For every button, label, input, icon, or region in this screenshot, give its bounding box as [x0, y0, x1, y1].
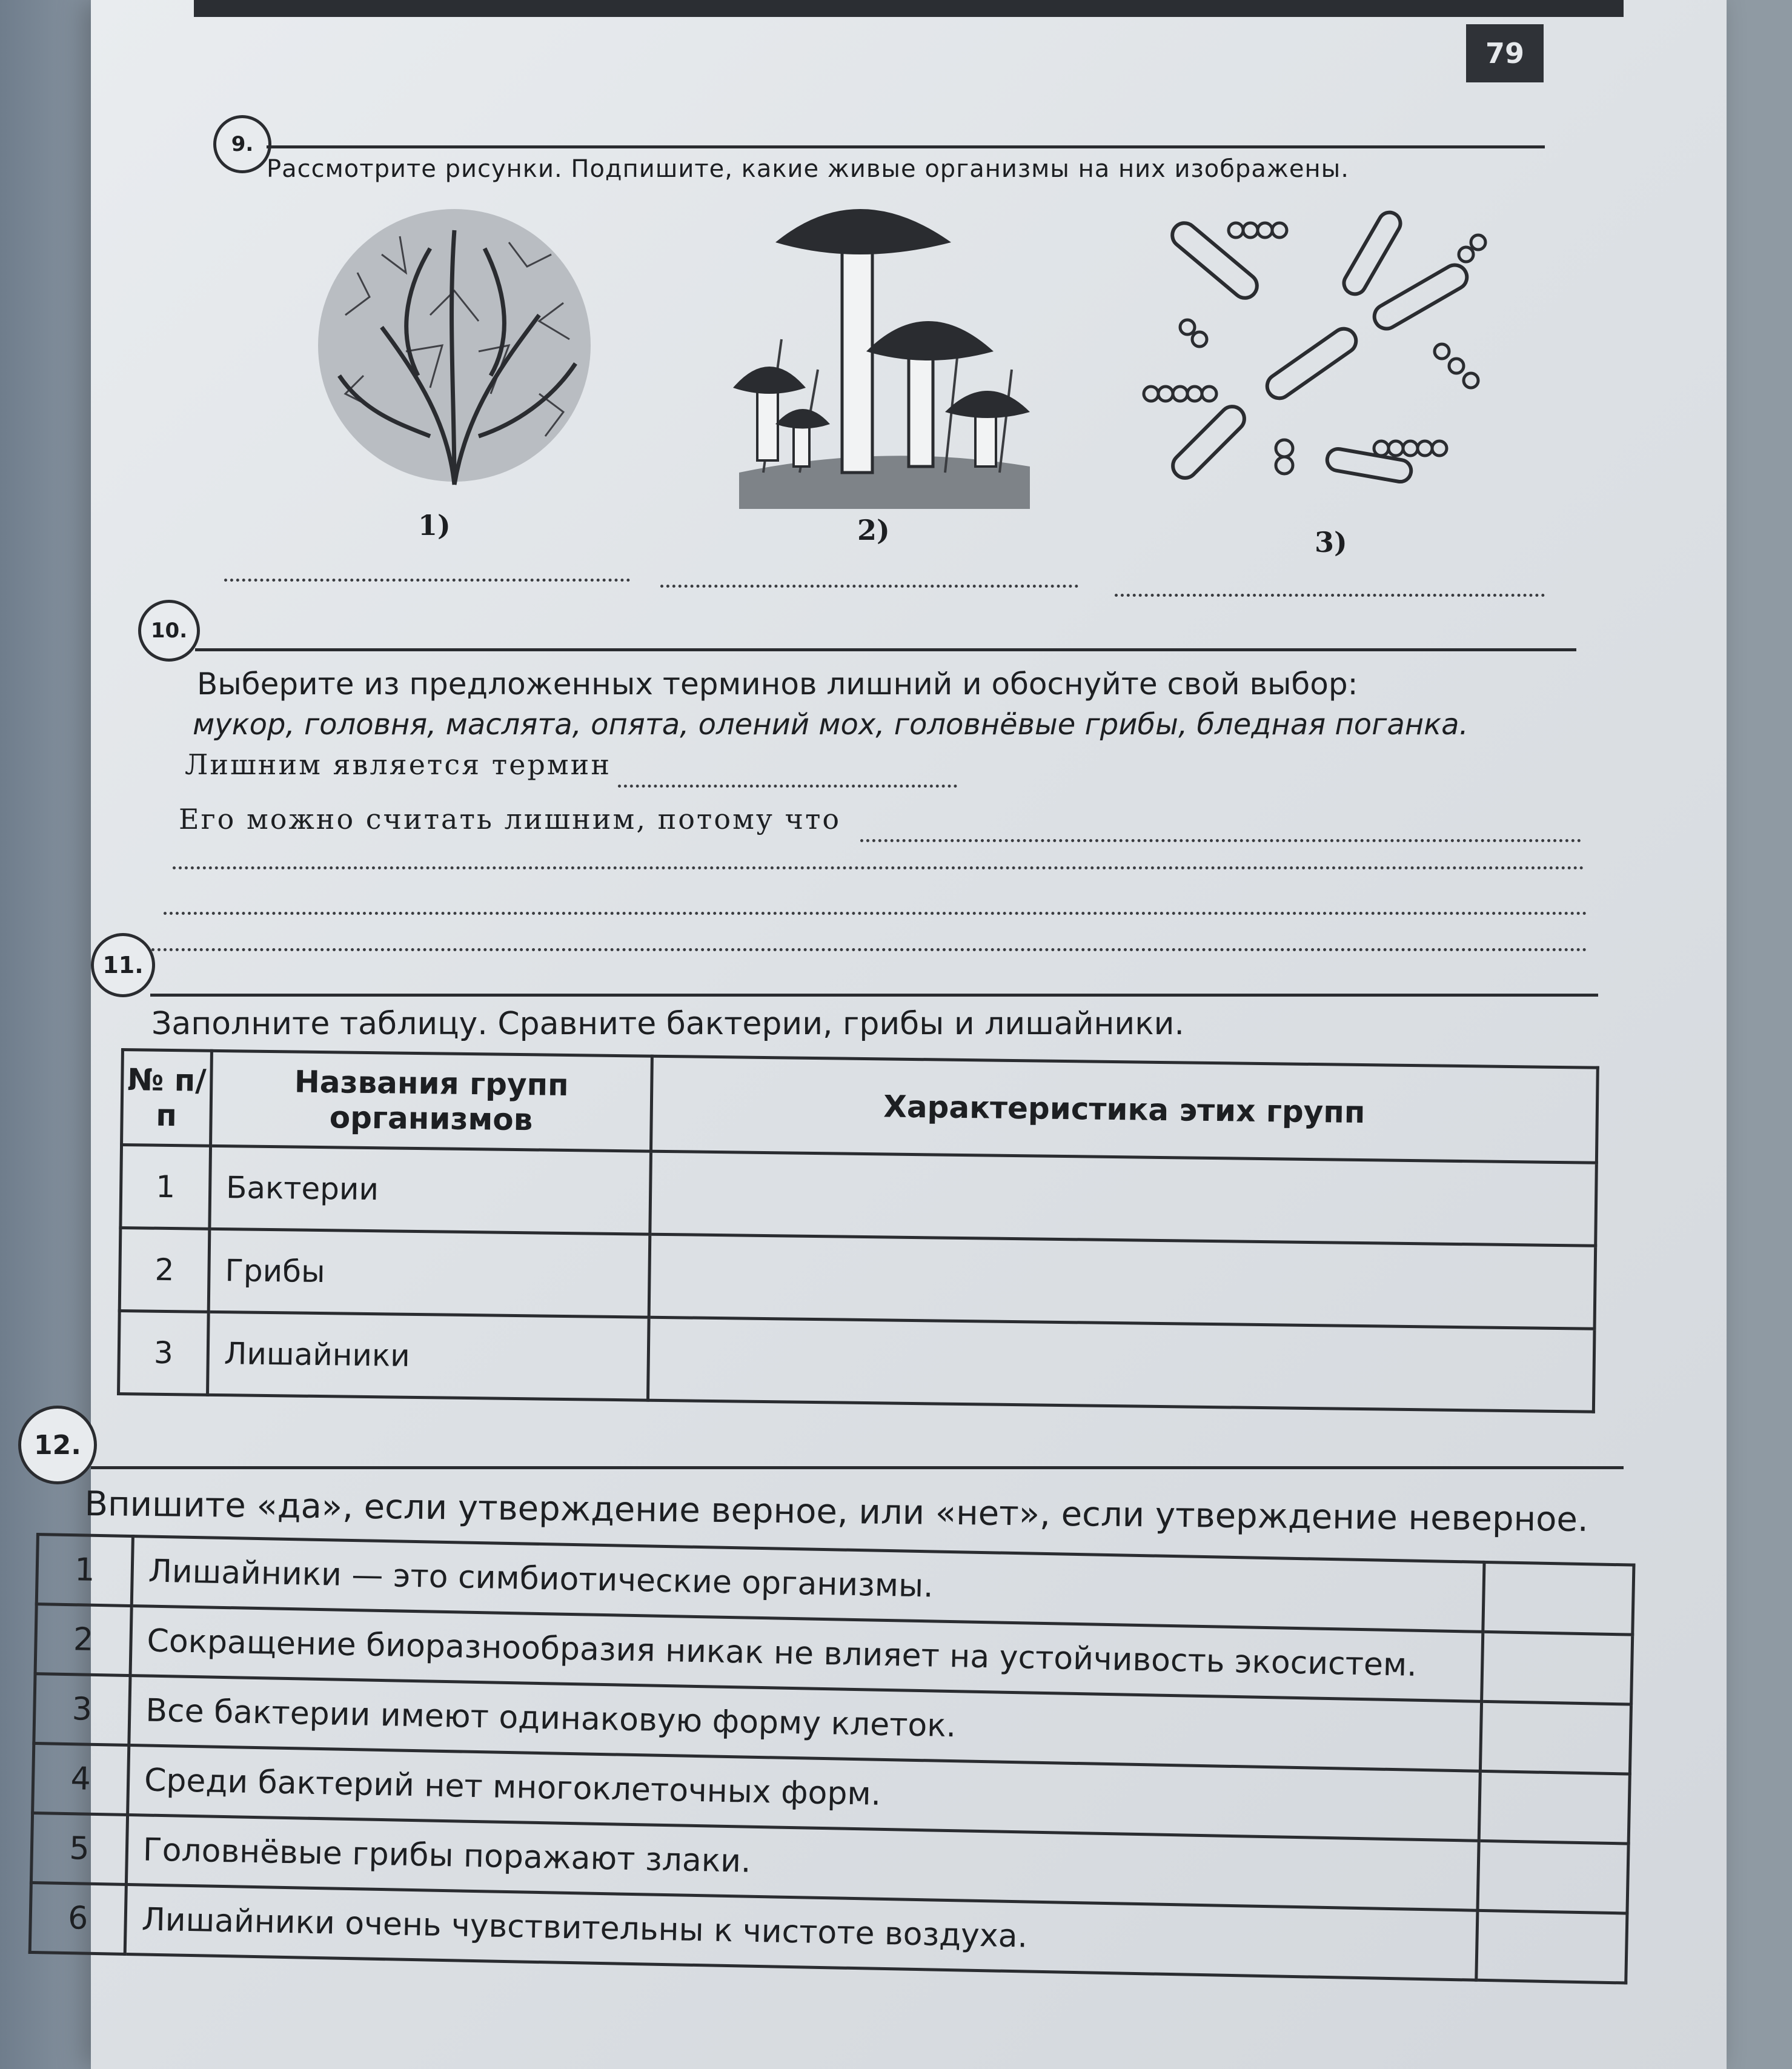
statement-number: 5 [31, 1813, 127, 1884]
answer9-line2[interactable] [660, 585, 1078, 588]
answer-cell[interactable] [1479, 1771, 1630, 1844]
reason-answer-line1[interactable] [860, 839, 1581, 842]
characteristic-cell[interactable] [649, 1234, 1596, 1329]
statement-number: 3 [34, 1674, 130, 1745]
bacteria-illustration [1127, 194, 1502, 503]
task12-number: 12. [18, 1406, 97, 1484]
row-number: 1 [121, 1145, 211, 1229]
task11-rule [150, 994, 1598, 997]
table-row [119, 1310, 1595, 1412]
task10-number: 10. [138, 600, 200, 662]
statement-number: 2 [35, 1604, 131, 1676]
statement-text: Лишайники очень чувствительны к чистоте воздуха. [125, 1884, 1478, 1980]
answer-cell[interactable] [1480, 1701, 1631, 1774]
col-header-characteristic: Характеристика этих групп [651, 1056, 1598, 1163]
task9-rule [267, 145, 1545, 148]
picture1-caption: 1) [418, 509, 451, 542]
group-name: Бактерии [210, 1146, 651, 1234]
task12-instruction: Впишите «да», если утверждение верное, или «нет», если утверждение неверное. [84, 1484, 1589, 1539]
statement-text: Все бактерии имеют одинаковую форму клеток. [129, 1676, 1482, 1772]
reason-answer-line4[interactable] [151, 948, 1587, 951]
statement-text: Среди бактерий нет многоклеточных форм. [128, 1745, 1481, 1841]
task10-instruction: Выберите из предложенных терминов лишний и обоснуйте свой выбор: [197, 666, 1358, 702]
answer9-line3[interactable] [1115, 594, 1545, 597]
lichen-illustration [309, 194, 600, 497]
answer9-line1[interactable] [224, 579, 630, 582]
task10-line1-label: Лишним является термин [185, 748, 611, 781]
answer-cell[interactable] [1476, 1910, 1627, 1983]
answer-cell[interactable] [1483, 1562, 1634, 1635]
characteristic-cell[interactable] [650, 1151, 1597, 1246]
task10-rule [195, 648, 1576, 651]
picture2-caption: 2) [857, 514, 890, 546]
table-header-row [122, 1050, 1598, 1163]
task11-number: 11. [91, 933, 155, 997]
statement-text: Головнёвые грибы поражают злаки. [126, 1815, 1479, 1910]
row-number: 2 [119, 1228, 210, 1312]
comparison-table [117, 1048, 1599, 1413]
reason-answer-line2[interactable] [173, 866, 1584, 869]
group-name: Грибы [208, 1229, 650, 1317]
col-header-number: № п/п [122, 1050, 212, 1146]
answer-cell[interactable] [1482, 1632, 1633, 1704]
statement-number: 6 [30, 1882, 126, 1954]
task10-terms: мукор, головня, маслята, опята, олений мох, головнёвые грибы, бледная поганка. [193, 708, 1468, 742]
task10-line2-label: Его можно считать лишним, потому что [179, 803, 841, 835]
mushrooms-illustration [727, 188, 1042, 509]
statement-text: Лишайники — это симбиотические организмы. [131, 1536, 1484, 1632]
picture3-caption: 3) [1315, 526, 1347, 559]
excess-term-answer[interactable] [618, 785, 957, 788]
group-name: Лишайники [208, 1312, 649, 1400]
task9-number: 9. [213, 115, 271, 173]
task12-rule [91, 1466, 1624, 1469]
answer-cell[interactable] [1478, 1841, 1628, 1913]
task9-instruction: Рассмотрите рисунки. Подпишите, какие живые организмы на них изображены. [267, 155, 1349, 183]
page-top-band [194, 0, 1624, 17]
statement-number: 1 [36, 1535, 133, 1606]
statement-text: Сокращение биоразнообразия никак не влияет на устойчивость экосистем. [130, 1606, 1483, 1702]
task11-instruction: Заполните таблицу. Сравните бактерии, грибы и лишайники. [151, 1006, 1184, 1042]
statement-number: 4 [33, 1743, 129, 1815]
characteristic-cell[interactable] [648, 1317, 1595, 1412]
col-header-group-name: Названия групп организмов [211, 1051, 652, 1151]
page-number: 79 [1466, 24, 1544, 82]
row-number: 3 [119, 1310, 209, 1395]
reason-answer-line3[interactable] [164, 912, 1587, 915]
true-false-table [28, 1533, 1636, 1985]
